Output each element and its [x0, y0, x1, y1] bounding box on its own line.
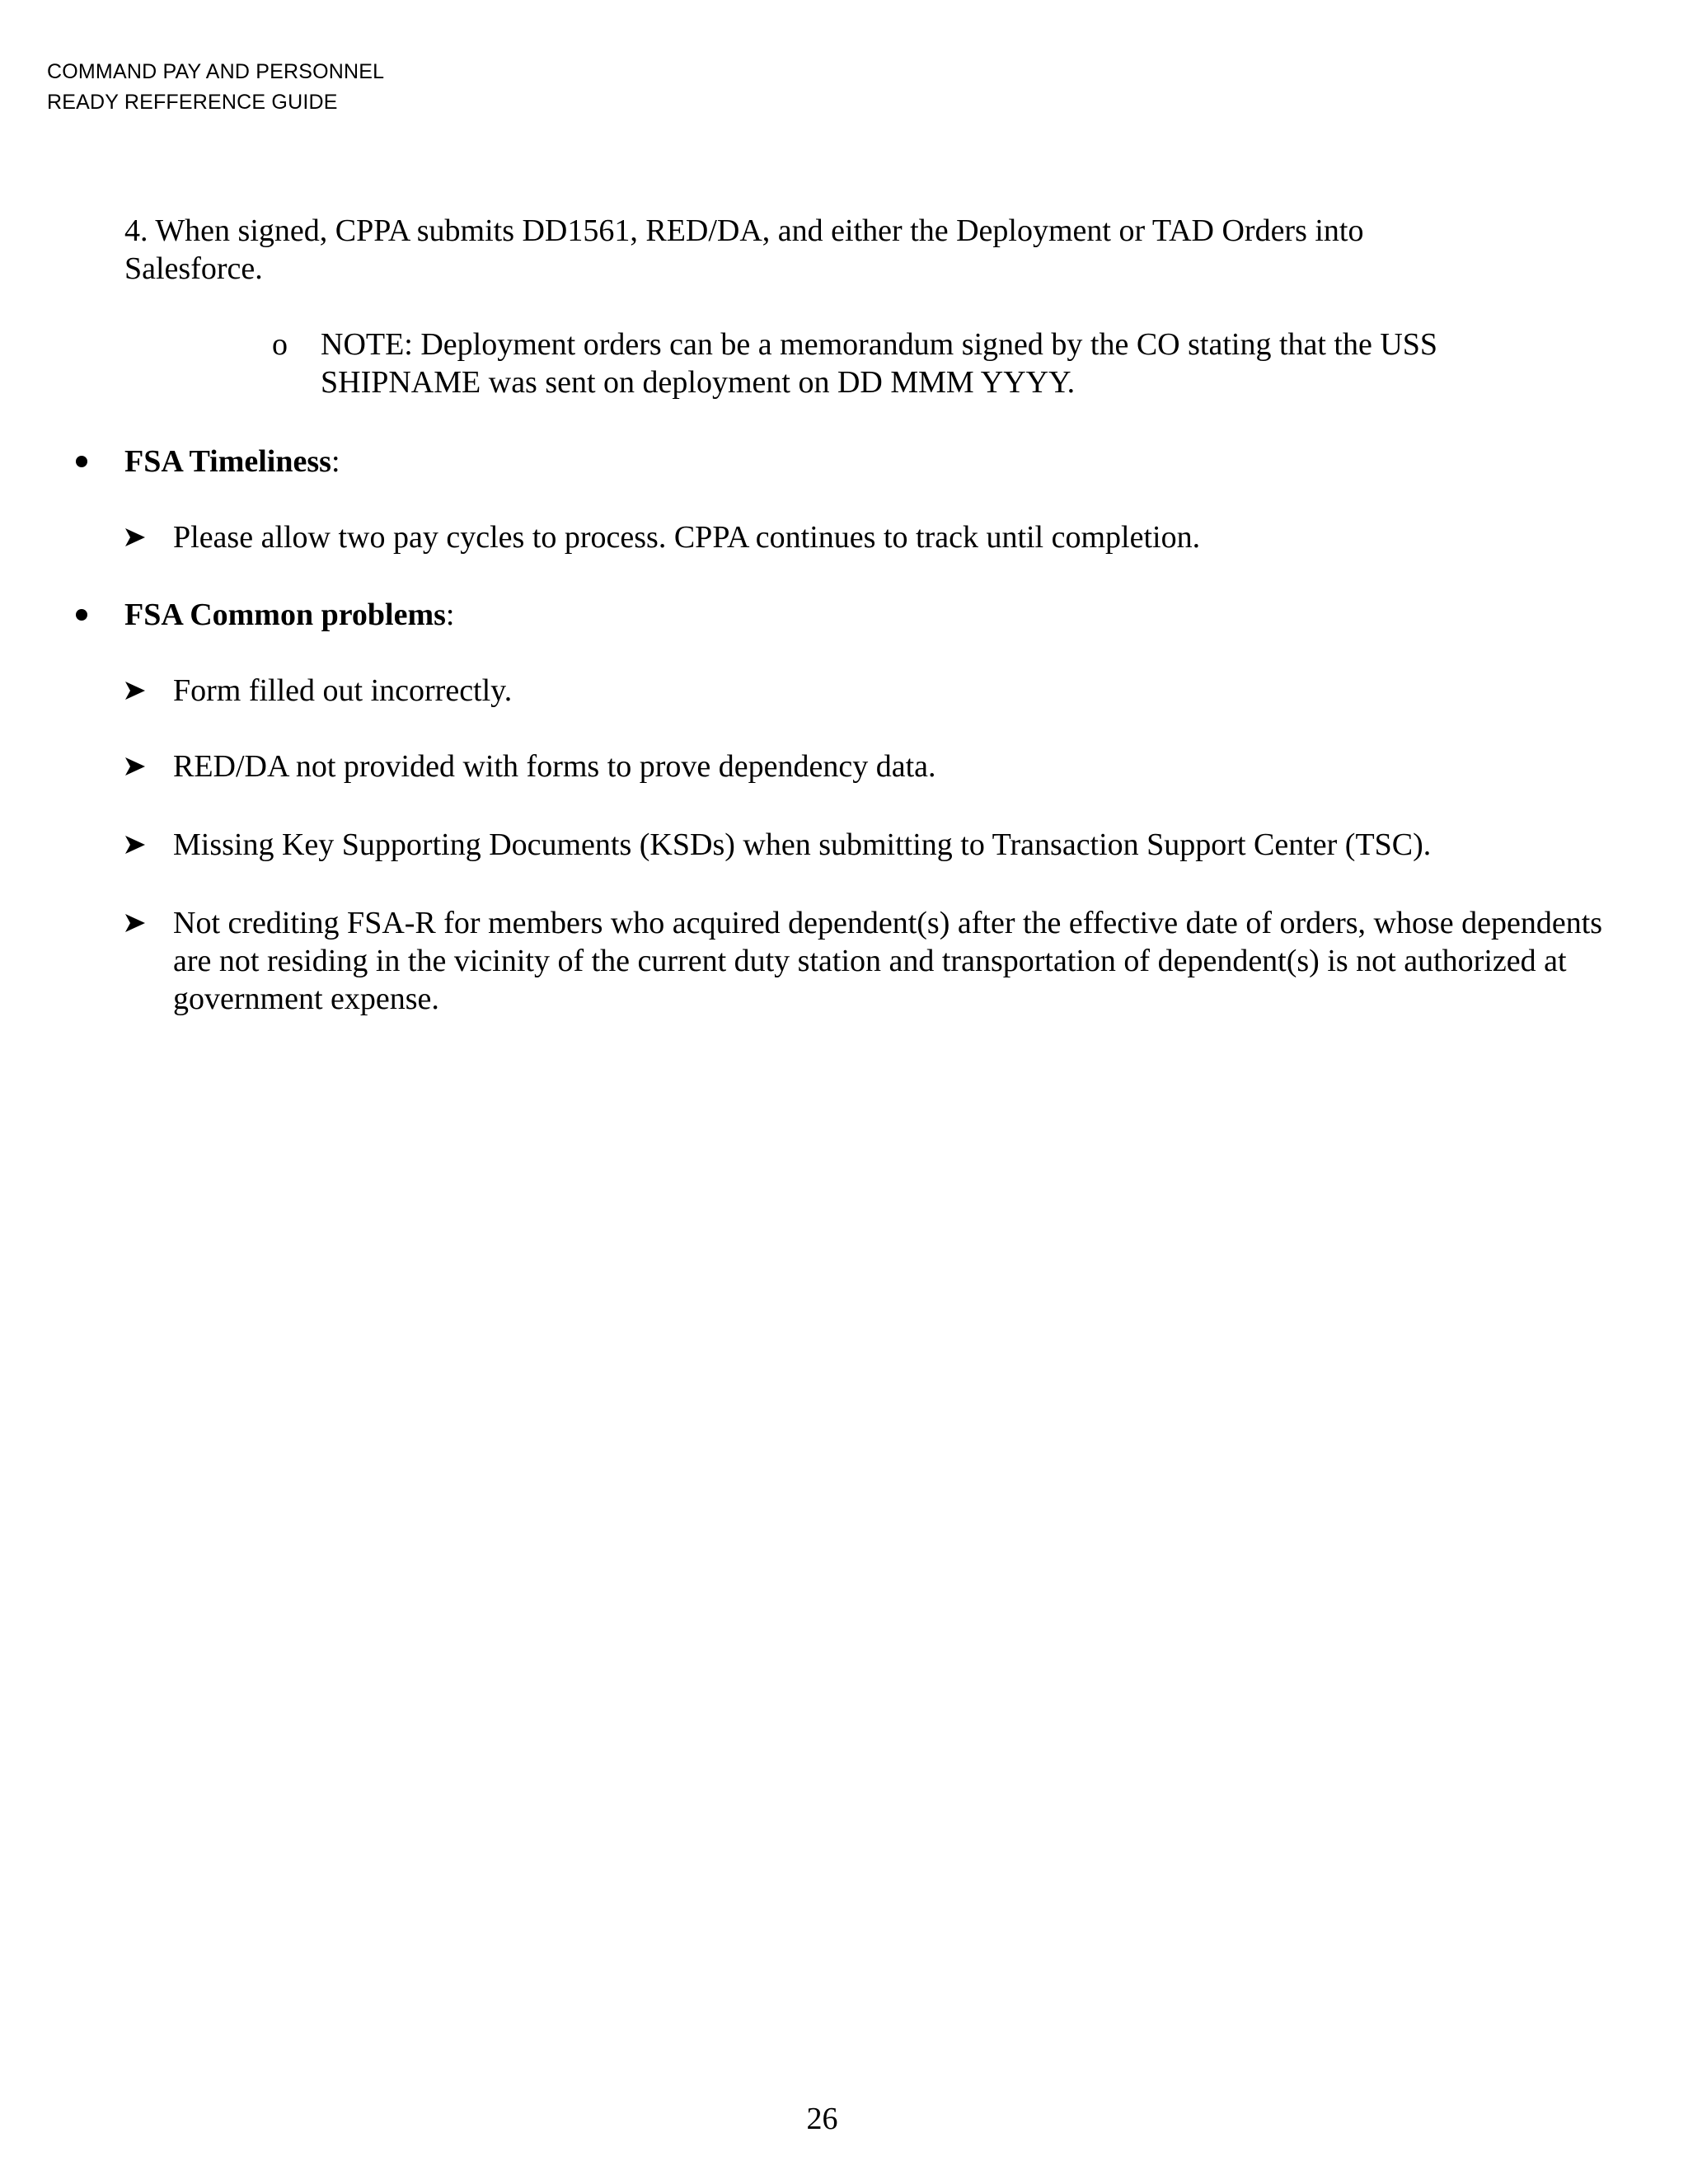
- note-paragraph: NOTE: Deployment orders can be a memorandum signed by the CO stating that the USS SHIPNAME was sent on deployment on DD MMM YYYY.: [321, 327, 1438, 400]
- header-line-2: READY REFFERENCE GUIDE: [47, 91, 338, 114]
- bullet-dot-icon: [76, 456, 87, 467]
- section-title-colon: :: [445, 598, 455, 632]
- list-item: Not crediting FSA-R for members who acquired dependent(s) after the effective date of orders, whose dependents are not residing in the vicinity of the current duty station and transportation of dependent(s) is not authorized at government expense.: [173, 906, 1603, 1016]
- section-heading-common-problems: [124, 596, 454, 634]
- section-title-colon: :: [331, 444, 340, 479]
- section-title: FSA Timeliness: [124, 444, 331, 479]
- arrow-bullet-icon: [124, 672, 148, 710]
- bullet-dot-icon: [76, 609, 87, 621]
- list-item: Missing Key Supporting Documents (KSDs) when submitting to Transaction Support Center (TSC).: [173, 827, 1432, 862]
- page-number: 26: [806, 2102, 838, 2136]
- arrow-bullet-icon: [124, 748, 148, 785]
- arrow-bullet-icon: [124, 904, 148, 942]
- arrow-bullet-icon: [124, 826, 148, 864]
- list-item: Form filled out incorrectly.: [173, 673, 513, 708]
- section-title: FSA Common problems: [124, 598, 446, 632]
- section-heading-timeliness: [124, 443, 340, 480]
- page-header: [47, 57, 384, 118]
- arrow-bullet-icon: [124, 518, 148, 556]
- step-4-paragraph: 4. When signed, CPPA submits DD1561, RED/DA, and either the Deployment or TAD Orders into Salesforce.: [124, 213, 1364, 286]
- note-circle-bullet: o: [272, 327, 288, 362]
- list-item: RED/DA not provided with forms to prove dependency data.: [173, 749, 936, 784]
- list-item: Please allow two pay cycles to process. CPPA continues to track until completion.: [173, 520, 1201, 555]
- header-line-1: COMMAND PAY AND PERSONNEL: [47, 60, 385, 83]
